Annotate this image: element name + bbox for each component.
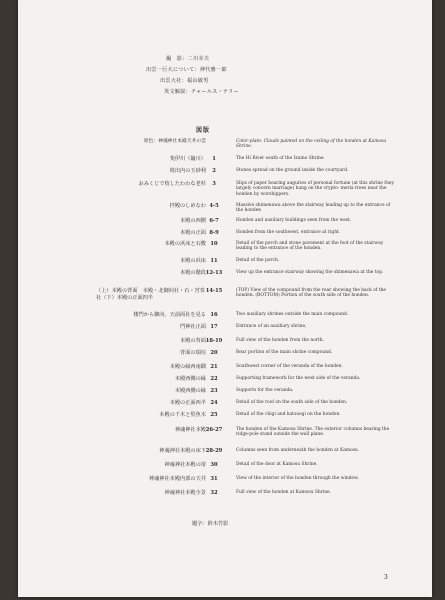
plate-number: 1 [212, 156, 216, 162]
plate-caption-en: Detail of the door at Kamosu Shrine. [236, 462, 318, 467]
plates-heading: 図版 [196, 127, 211, 134]
plate-number: 3 [212, 181, 216, 187]
book-page [18, 0, 432, 597]
plate-caption-en: Supports for the veranda. [236, 388, 294, 393]
plate-caption-en: Two auxiliary shrines outside the main compound. [236, 312, 349, 317]
plate-number: 22 [210, 376, 218, 382]
plate-title-jp: 神魂神社本殿の床下 [159, 448, 206, 454]
plate-title-jp: 本殿の千木と堅魚木 [159, 412, 206, 418]
plate-entry [18, 203, 432, 215]
plate-caption-en: Columns seen from underneath the honden at Kamosu. [236, 448, 360, 453]
plate-number: 31 [210, 476, 218, 482]
plate-number: 6-7 [209, 218, 219, 224]
plate-number: 10 [210, 241, 218, 247]
plate-entry [18, 462, 432, 474]
plate-title-jp: おみくじで枝したわわな老杉 [138, 181, 206, 187]
plate-entry [18, 490, 432, 502]
plate-title-jp: 神魂神社本殿全景 [164, 490, 206, 496]
plate-caption-en: View up the entrance stairway showing the shimenawa at the top. [236, 270, 384, 275]
plate-entry [18, 448, 432, 460]
plate-number: 24 [210, 400, 218, 406]
title-calligraphy-credit: 題字：鈴木竹影 [192, 521, 229, 527]
plate-entry [18, 427, 432, 439]
plate-caption-en: Stones spread on the ground inside the courtyard. [236, 168, 349, 173]
plate-number: 21 [210, 364, 218, 370]
plate-title-jp: 境出内の玉砂利 [169, 168, 206, 174]
plate-caption-en: Entrance of an auxiliary shrine, [236, 324, 307, 329]
plate-title-jp: 神魂神社本殿内部の天井 [148, 476, 206, 482]
plate-caption-en: View of the interior of the honden through the window. [236, 476, 359, 481]
plate-title-jp: 本殿の階段 [180, 270, 206, 276]
plate-caption-en: Full view of the honden from the north. [236, 338, 324, 343]
plate-caption-en: Massive shimenawa above the stairway leading up to the entrance of the honden [236, 203, 391, 214]
plate-entry [18, 388, 432, 400]
plate-entry [18, 350, 432, 362]
plate-entry [18, 412, 432, 424]
plate-number: 12-13 [205, 270, 223, 276]
plate-entry [18, 139, 432, 151]
plate-entry [18, 258, 432, 270]
plate-entry [18, 400, 432, 412]
plate-number: 26-27 [205, 427, 223, 433]
plate-number: 16 [210, 312, 218, 318]
plate-title-jp: 本殿の西側 [180, 218, 206, 224]
plate-caption-en: Color-plate: Clouds painted on the ceiling of the honden at Kamosu Shrine. [236, 139, 387, 150]
plate-caption-en: Southwest corner of the veranda of the honden. [236, 364, 343, 369]
plate-number: 4-5 [209, 203, 219, 209]
plate-entry [18, 476, 432, 488]
plate-title-jp: 本殿西側の縁 [174, 388, 206, 394]
plate-number: 25 [210, 412, 218, 418]
plate-title-jp: 原色：神魂神社本殿天井の雲 [143, 139, 206, 144]
plate-title-jp: 本殿の背面 [180, 338, 206, 344]
plate-entry [18, 270, 432, 282]
plate-title-jp: 本殿の縁西南隅 [169, 364, 206, 370]
plate-title-jp: 本殿の正面 [180, 230, 206, 236]
plate-title-jp: 背面の瑞垣 [180, 350, 206, 356]
plate-title-jp: 本殿の正面西半 [169, 400, 206, 406]
plate-caption-en: The Hi River south of the Izumo Shrine. [236, 156, 325, 161]
plate-entry [18, 312, 432, 324]
plate-entry [18, 156, 432, 168]
plate-number: 17 [210, 324, 218, 330]
plate-title-jp: 本殿西側の縁 [174, 376, 206, 382]
plate-title-jp: 門神社正面 [180, 324, 206, 330]
plate-entry [18, 218, 432, 230]
plate-title-jp: 拝殿のしめなわ [169, 203, 206, 209]
plate-caption-en: Full view of the honden at Kamosu Shrine. [236, 490, 332, 495]
plate-entry [18, 338, 432, 350]
plate-caption-en: Detail of the roof on the south side of the honden. [236, 400, 348, 405]
plate-title-jp: 斐伊川（簸川） [169, 156, 206, 162]
plate-caption-en: Detail of the porch and stone pavement at the foot of the stairway leading to the entrance of the honden. [236, 241, 384, 252]
plate-caption-en: Honden and auxiliary buildings seen from the west. [236, 218, 352, 223]
plate-number: 14-15 [205, 288, 223, 294]
plate-number: 11 [210, 258, 218, 264]
plate-caption-en: (TOP) View of the compound from the rear showing the back of the honden. (BOTTOM) Portion of the south side of the honden. [236, 288, 387, 299]
plate-entry [18, 168, 432, 180]
plate-caption-en: Supporting framework for the west side of the veranda. [236, 376, 361, 381]
plate-caption-en: Rear portion of the main shrine compound. [236, 350, 333, 355]
credit-english: 英文解説：チャールス・テリー [164, 89, 240, 95]
plate-number: 23 [210, 388, 218, 394]
plate-entry [18, 376, 432, 388]
plate-entry [18, 324, 432, 336]
plate-title-jp: 神魂神社本殿の扉 [164, 462, 206, 468]
page-number: 3 [384, 574, 388, 581]
plate-caption-en: Slips of paper bearing auguries of personal fortune (at this shrine they largely concern marriage) hang on the crypto- meria trees near the honden by worshippers. [236, 181, 394, 197]
credit-essay: 出雲一巨大について：神代雅一郎 [146, 67, 227, 73]
plate-entry [18, 288, 432, 300]
plate-number: 32 [210, 490, 218, 496]
plate-caption-en: Detail of the porch. [236, 258, 280, 263]
plate-entry [18, 364, 432, 376]
plate-caption-en: The honden of the Kamosu Shrine. The exterior columns bearing the ridge-pole stand outside the wall plane. [236, 427, 390, 438]
plate-title-jp: （上）本殿の背面 本殿・北御向社・石・宮奏社（下）本殿の正面四半 [96, 288, 205, 301]
plate-title-jp: 神魂神社本殿 [174, 427, 206, 433]
credit-photography: 撮 影：二川幸夫 [166, 56, 210, 62]
plate-entry [18, 181, 432, 197]
plate-number: 28-29 [205, 448, 223, 454]
plate-title-jp: 本殿の浜床と石敷 [164, 241, 206, 247]
plate-number: 20 [210, 350, 218, 356]
plate-number: 8-9 [209, 230, 219, 236]
plate-title-jp: 本殿の浜床 [180, 258, 206, 264]
plate-number: 30 [210, 462, 218, 468]
plate-number: 18-19 [205, 338, 223, 344]
credit-shrine-text: 出雲大社：福山敏男 [160, 78, 209, 84]
plate-number: 2 [212, 168, 216, 174]
plate-title-jp: 楼門から御向、天前両社を見る [133, 312, 206, 318]
plate-caption-en: Honden from the southwest, entrance at right. [236, 230, 341, 235]
plate-entry [18, 241, 432, 253]
plate-caption-en: Detail of the chigi and katsuogi on the honden. [236, 412, 341, 417]
